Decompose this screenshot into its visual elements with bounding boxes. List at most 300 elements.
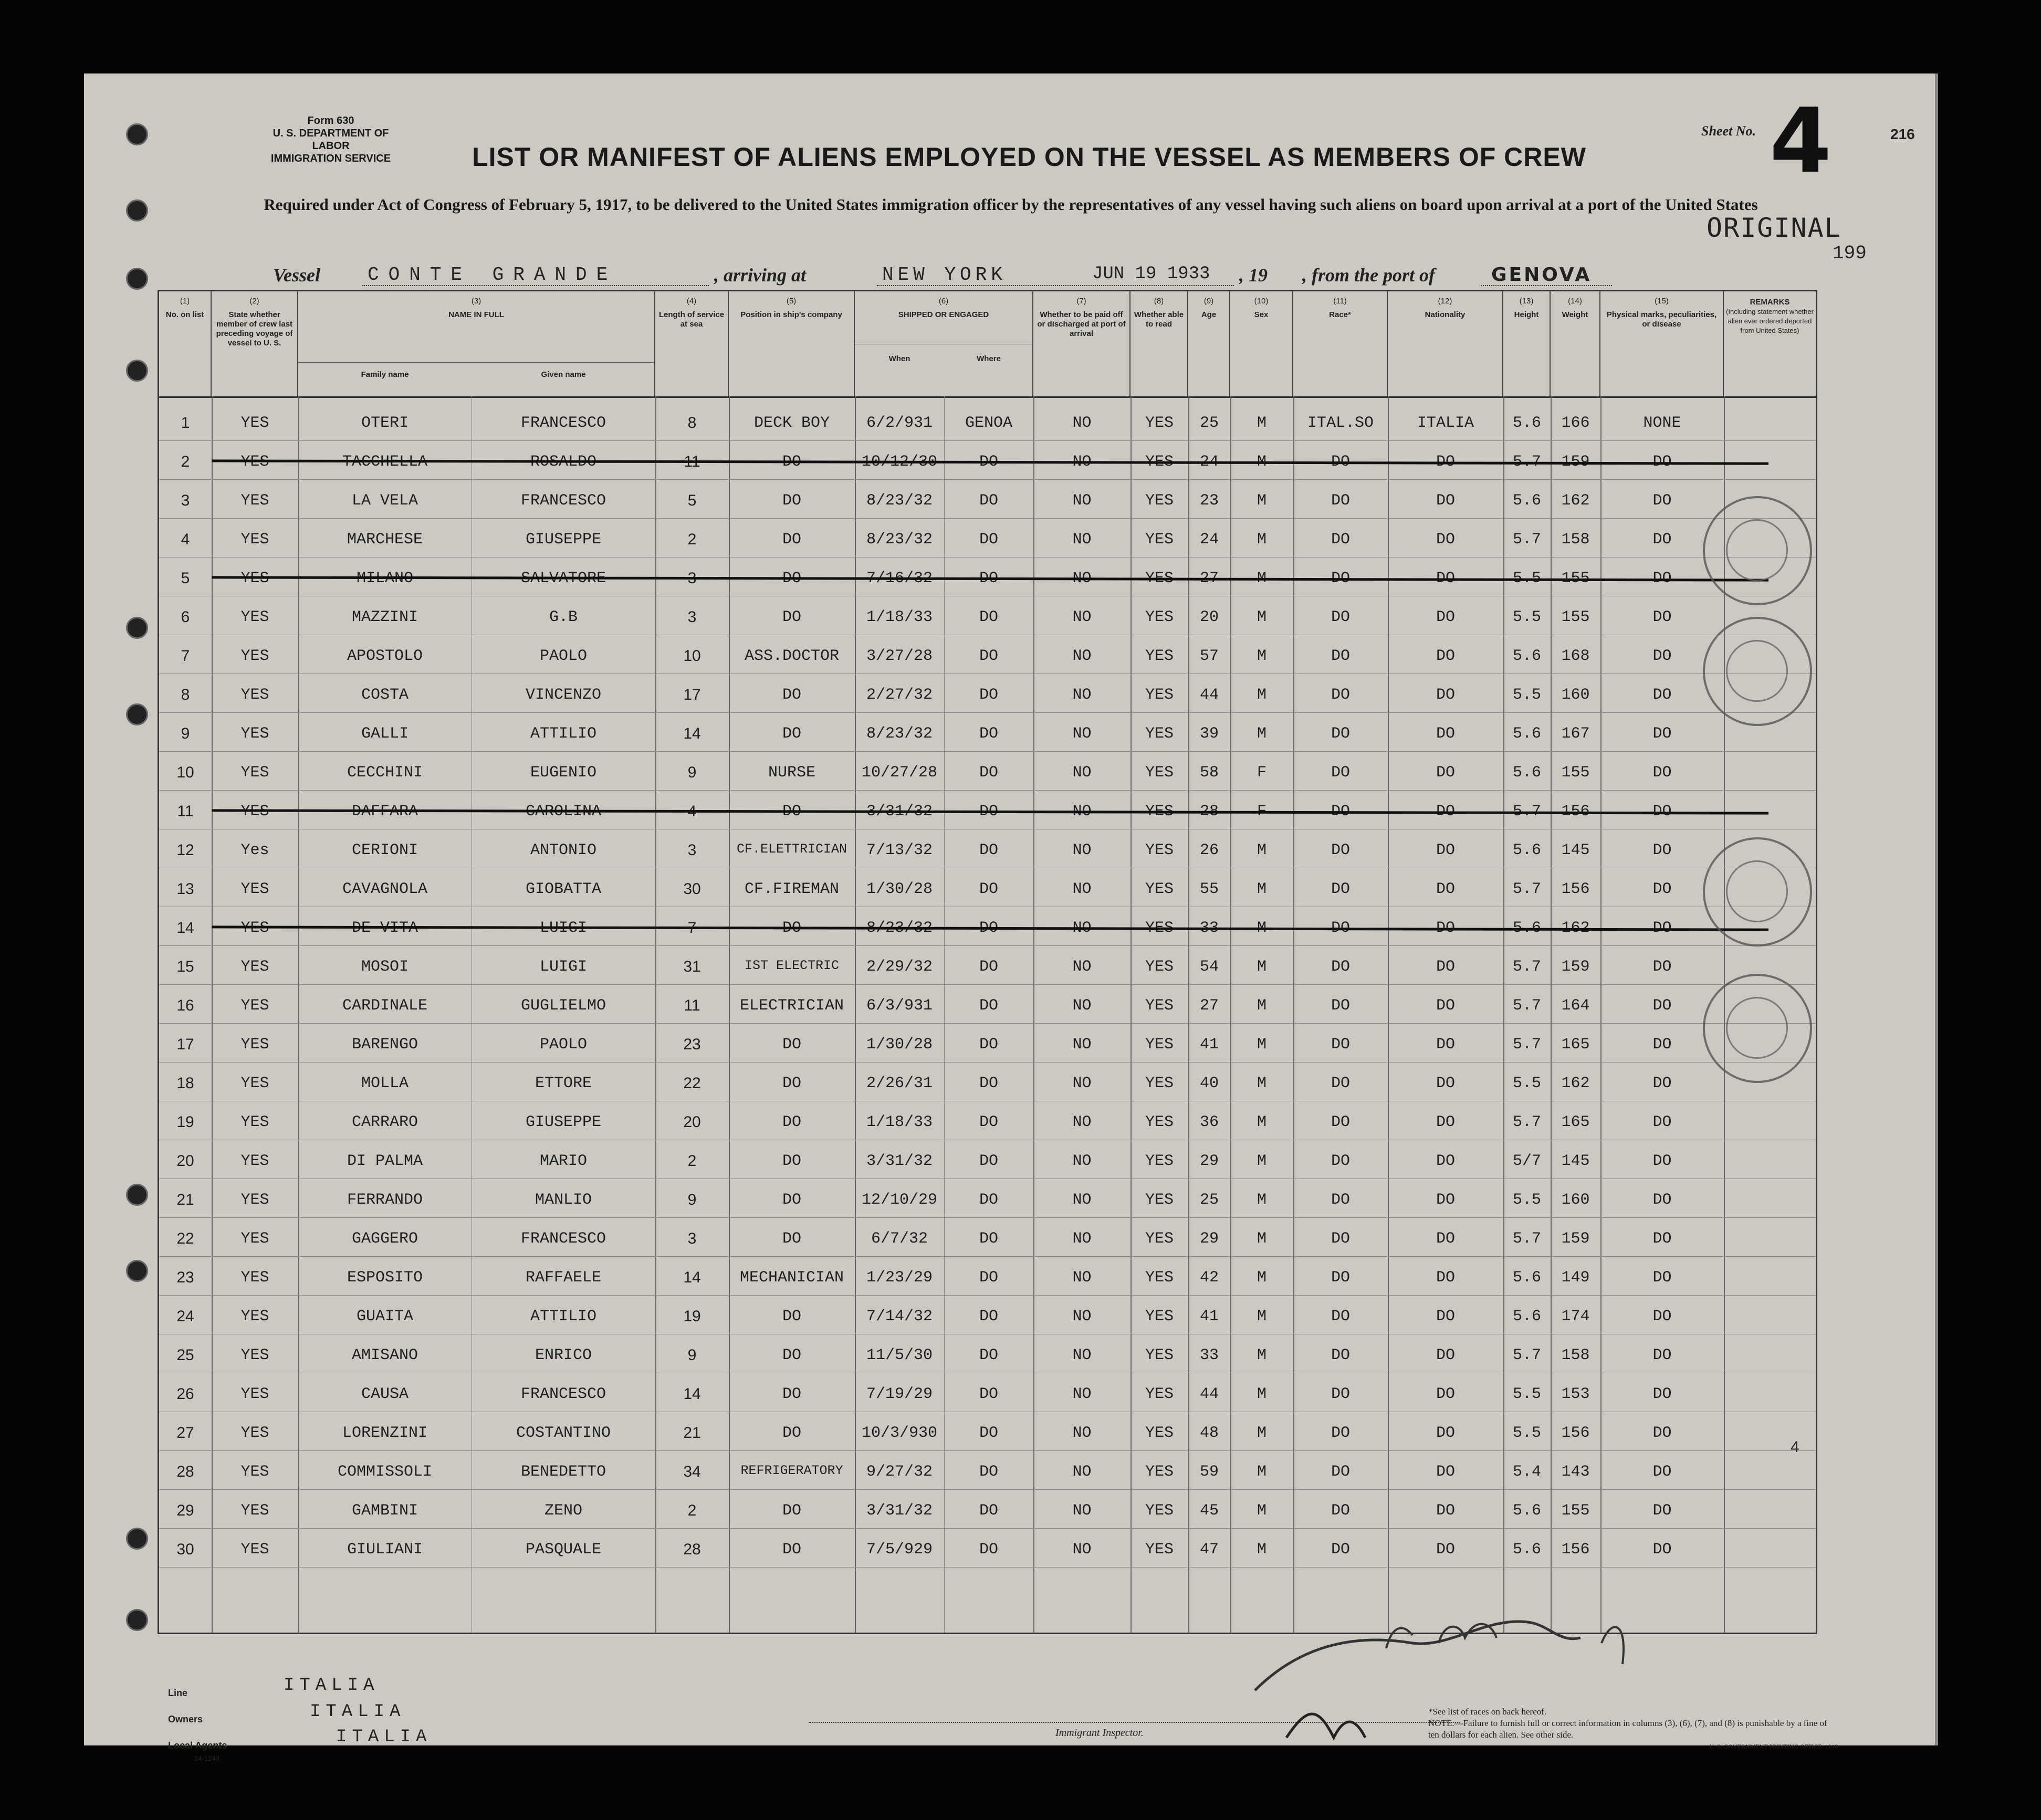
cell-sex: M	[1257, 686, 1267, 704]
cell-race: DO	[1331, 1502, 1350, 1520]
cell-race: DO	[1331, 1075, 1350, 1092]
arriving-port: NEW YORK	[882, 264, 1007, 286]
cell-age: 36	[1199, 1113, 1219, 1131]
cell-sex: M	[1257, 1036, 1267, 1054]
cell-prev: YES	[240, 414, 269, 432]
cell-given: PAOLO	[539, 647, 587, 665]
cell-nat: DO	[1436, 1463, 1455, 1481]
cell-no: 14	[176, 919, 194, 937]
cell-height: 5.7	[1512, 1346, 1541, 1364]
table-row	[159, 985, 1816, 1024]
cell-position: DO	[782, 1308, 801, 1325]
cell-nat: DO	[1436, 1113, 1455, 1131]
cell-height: 5.5	[1512, 1075, 1541, 1092]
cell-read: YES	[1145, 880, 1174, 898]
cell-age: 41	[1199, 1308, 1219, 1325]
cell-position: DO	[782, 492, 801, 510]
cell-read: YES	[1145, 686, 1174, 704]
cell-when: 3/31/32	[866, 803, 933, 820]
cell-given: MARIO	[539, 1152, 587, 1170]
punch-hole	[126, 1609, 148, 1631]
col-header-physical-marks: (15) Physical marks, peculiarities, or disease	[1600, 291, 1724, 396]
cell-paid: NO	[1072, 725, 1092, 743]
cell-height: 5.7	[1512, 1113, 1541, 1131]
cell-paid: NO	[1072, 608, 1092, 626]
cell-when: 7/14/32	[866, 1308, 933, 1325]
cell-where: DO	[979, 1230, 998, 1248]
cell-sex: M	[1257, 1152, 1267, 1170]
original-stamp: ORIGINAL	[1707, 213, 1841, 243]
cell-read: YES	[1145, 1269, 1174, 1287]
cell-no: 12	[176, 841, 194, 859]
line-value: ITALIA	[284, 1676, 380, 1696]
cell-position: DO	[782, 803, 801, 820]
cell-prev: YES	[240, 1308, 269, 1325]
cell-when: 10/27/28	[861, 764, 938, 782]
cell-age: 55	[1199, 880, 1219, 898]
cell-family: GUAITA	[356, 1308, 414, 1325]
cell-no: 28	[176, 1463, 194, 1480]
punch-hole	[126, 1260, 148, 1282]
cell-service: 19	[683, 1308, 701, 1325]
cell-where: DO	[979, 1036, 998, 1054]
cell-service: 14	[683, 1385, 701, 1403]
punch-hole	[126, 268, 148, 290]
cell-where: DO	[979, 570, 998, 587]
cell-marks: DO	[1652, 1541, 1672, 1559]
cell-read: YES	[1145, 841, 1174, 859]
cell-position: DECK BOY	[753, 414, 830, 432]
cell-service: 9	[687, 1191, 697, 1208]
agents-label: Local Agents	[168, 1740, 227, 1751]
cell-race: DO	[1331, 1541, 1350, 1559]
cell-sex: M	[1257, 453, 1267, 471]
cell-weight: 156	[1561, 803, 1590, 820]
col-header-weight: (14) Weight	[1551, 291, 1600, 396]
cell-when: 1/30/28	[866, 880, 933, 898]
cell-sex: M	[1257, 1385, 1267, 1403]
cell-paid: NO	[1072, 764, 1092, 782]
vessel-dotline	[362, 285, 709, 286]
cell-marks: NONE	[1643, 414, 1681, 432]
cell-weight: 155	[1561, 1502, 1590, 1520]
cell-height: 5.6	[1512, 1502, 1541, 1520]
cell-position: IST ELECTRIC	[744, 958, 840, 973]
cell-sex: M	[1257, 1269, 1267, 1287]
cell-weight: 159	[1561, 1230, 1590, 1248]
cell-read: YES	[1145, 725, 1174, 743]
cell-marks: DO	[1652, 764, 1672, 782]
cell-race: DO	[1331, 1385, 1350, 1403]
cell-race: DO	[1331, 1308, 1350, 1325]
cell-height: 5.7	[1512, 531, 1541, 549]
cell-height: 5.6	[1512, 919, 1541, 937]
cell-read: YES	[1145, 1152, 1174, 1170]
cell-nat: DO	[1436, 764, 1455, 782]
row-rule	[159, 518, 1816, 519]
cell-position: DO	[782, 1036, 801, 1054]
cell-marks: DO	[1652, 1463, 1672, 1481]
cell-no: 1	[181, 414, 190, 432]
cell-given: GIUSEPPE	[525, 1113, 602, 1131]
cell-nat: DO	[1436, 919, 1455, 937]
cell-nat: DO	[1436, 725, 1455, 743]
cell-race: DO	[1331, 492, 1350, 510]
cell-age: 24	[1199, 531, 1219, 549]
cell-race: DO	[1331, 686, 1350, 704]
col-header-read: (8) Whether able to read	[1131, 291, 1188, 396]
cell-weight: 167	[1561, 725, 1590, 743]
cell-where: DO	[979, 764, 998, 782]
cell-weight: 165	[1561, 1113, 1590, 1131]
cell-weight: 162	[1561, 919, 1590, 937]
cell-position: DO	[782, 608, 801, 626]
cell-where: DO	[979, 725, 998, 743]
cell-marks: DO	[1652, 1152, 1672, 1170]
cell-when: 3/27/28	[866, 647, 933, 665]
cell-race: DO	[1331, 997, 1350, 1015]
cell-read: YES	[1145, 1191, 1174, 1209]
cell-read: YES	[1145, 453, 1174, 471]
cell-when: 8/23/32	[866, 531, 933, 549]
cell-paid: NO	[1072, 1036, 1092, 1054]
cell-prev: YES	[240, 1346, 269, 1364]
cell-family: TACCHELLA	[342, 453, 428, 471]
cell-weight: 168	[1561, 647, 1590, 665]
row-rule	[159, 751, 1816, 752]
cell-paid: NO	[1072, 880, 1092, 898]
inspector-label: Immigrant Inspector.	[1055, 1727, 1144, 1739]
cell-weight: 160	[1561, 686, 1590, 704]
cell-height: 5.6	[1512, 492, 1541, 510]
punch-hole	[126, 1184, 148, 1206]
cell-position: DO	[782, 453, 801, 471]
table-row	[159, 869, 1816, 908]
punch-hole	[126, 199, 148, 222]
cell-nat: DO	[1436, 803, 1455, 820]
cell-when: 1/30/28	[866, 1036, 933, 1054]
cell-marks: DO	[1652, 1346, 1672, 1364]
cell-no: 29	[176, 1502, 194, 1519]
cell-when: 1/18/33	[866, 608, 933, 626]
cell-nat: ITALIA	[1417, 414, 1474, 432]
cell-when: 12/10/29	[861, 1191, 938, 1209]
cell-service: 8	[687, 414, 697, 432]
table-row	[159, 908, 1816, 946]
cell-given: RAFFAELE	[525, 1269, 602, 1287]
col-header-when: When	[888, 354, 910, 363]
cell-weight: 159	[1561, 453, 1590, 471]
form-code: 14-1240	[194, 1754, 219, 1762]
cell-age: 25	[1199, 1191, 1219, 1209]
printing-office: U. S. GOVERNMENT PRINTING OFFICE: 1918	[1709, 1743, 1838, 1750]
cell-service: 21	[683, 1424, 701, 1442]
cell-weight: 155	[1561, 570, 1590, 587]
cell-marks: DO	[1652, 1036, 1672, 1054]
cell-nat: DO	[1436, 686, 1455, 704]
table-row	[159, 403, 1816, 441]
cell-height: 5.6	[1512, 647, 1541, 665]
table-row	[159, 752, 1816, 791]
row-rule	[159, 1023, 1816, 1024]
cell-where: DO	[979, 492, 998, 510]
cell-nat: DO	[1436, 1230, 1455, 1248]
cell-read: YES	[1145, 1346, 1174, 1364]
cell-marks: DO	[1652, 608, 1672, 626]
cell-given: MANLIO	[535, 1191, 592, 1209]
cell-service: 34	[683, 1463, 701, 1480]
cell-prev: YES	[240, 1463, 269, 1481]
cell-read: YES	[1145, 608, 1174, 626]
cell-nat: DO	[1436, 997, 1455, 1015]
cell-race: DO	[1331, 647, 1350, 665]
cell-prev: YES	[240, 492, 269, 510]
cell-prev: YES	[240, 1230, 269, 1248]
cell-position: REFRIGERATORY	[740, 1463, 843, 1478]
cell-marks: DO	[1652, 803, 1672, 820]
cell-service: 31	[683, 958, 701, 975]
cell-no: 21	[176, 1191, 194, 1208]
cell-height: 5.6	[1512, 414, 1541, 432]
cell-given: GIUSEPPE	[525, 531, 602, 549]
cell-when: 9/27/32	[866, 1463, 933, 1481]
cell-race: DO	[1331, 1191, 1350, 1209]
cell-age: 59	[1199, 1463, 1219, 1481]
col-header-service-length: (4) Length of service at sea	[655, 291, 729, 396]
page-subtitle: Required under Act of Congress of February 5, 1917, to be delivered to the United States immigration officer by the representatives of any vessel having such aliens on board upon arrival at a port of the United States	[264, 195, 1758, 214]
cell-family: AMISANO	[351, 1346, 418, 1364]
cell-paid: NO	[1072, 1463, 1092, 1481]
cell-prev: YES	[240, 919, 269, 937]
cell-where: DO	[979, 1269, 998, 1287]
cell-weight: 165	[1561, 1036, 1590, 1054]
cell-position: DO	[782, 1502, 801, 1520]
cell-paid: NO	[1072, 1152, 1092, 1170]
cell-marks: DO	[1652, 1424, 1672, 1442]
row-rule	[159, 1295, 1816, 1296]
cell-family: COMMISSOLI	[337, 1463, 433, 1481]
cell-nat: DO	[1436, 570, 1455, 587]
cell-prev: YES	[240, 725, 269, 743]
cell-marks: DO	[1652, 492, 1672, 510]
consulate-stamp	[1703, 974, 1812, 1083]
col-header-shipped: (6) SHIPPED OR ENGAGED When Where	[855, 291, 1033, 396]
cell-sex: M	[1257, 997, 1267, 1015]
cell-no: 16	[176, 997, 194, 1014]
cell-prev: YES	[240, 880, 269, 898]
cell-weight: 162	[1561, 492, 1590, 510]
cell-family: CAUSA	[361, 1385, 409, 1403]
cell-when: 2/26/31	[866, 1075, 933, 1092]
cell-where: DO	[979, 531, 998, 549]
cell-no: 7	[181, 647, 190, 665]
col-header-family-name: Family name	[361, 370, 409, 379]
cell-family: CARRARO	[351, 1113, 418, 1131]
cell-race: DO	[1331, 1152, 1350, 1170]
cell-position: DO	[782, 1385, 801, 1403]
cell-prev: YES	[240, 453, 269, 471]
table-row	[159, 1063, 1816, 1102]
cell-given: GUGLIELMO	[520, 997, 606, 1015]
cell-race: DO	[1331, 1463, 1350, 1481]
cell-nat: DO	[1436, 1502, 1455, 1520]
cell-race: DO	[1331, 880, 1350, 898]
cell-prev: YES	[240, 1269, 269, 1287]
cell-no: 23	[176, 1269, 194, 1286]
cell-when: 6/7/32	[871, 1230, 928, 1248]
cell-service: 11	[684, 453, 700, 470]
table-row	[159, 946, 1816, 985]
cell-height: 5.5	[1512, 686, 1541, 704]
cell-race: DO	[1331, 608, 1350, 626]
cell-no: 25	[176, 1346, 194, 1364]
cell-race: ITAL.SO	[1307, 414, 1374, 432]
cell-when: 8/23/32	[866, 725, 933, 743]
cell-nat: DO	[1436, 531, 1455, 549]
cell-marks: DO	[1652, 880, 1672, 898]
cell-prev: YES	[240, 1036, 269, 1054]
header-rule	[159, 396, 1816, 398]
cell-read: YES	[1145, 414, 1174, 432]
cell-height: 5.6	[1512, 1269, 1541, 1287]
consulate-stamp	[1703, 496, 1812, 605]
margin-mark: 4	[1791, 1438, 1799, 1456]
cell-given: ZENO	[544, 1502, 582, 1520]
cell-paid: NO	[1072, 1191, 1092, 1209]
cell-family: ESPOSITO	[347, 1269, 423, 1287]
cell-marks: DO	[1652, 1385, 1672, 1403]
cell-no: 10	[176, 764, 194, 781]
cell-race: DO	[1331, 1036, 1350, 1054]
cell-where: GENOA	[965, 414, 1012, 432]
col-header-previous-voyage: (2) State whether member of crew last preceding voyage of vessel to U. S.	[212, 291, 298, 396]
row-rule	[159, 440, 1816, 441]
cell-race: DO	[1331, 1269, 1350, 1287]
cell-read: YES	[1145, 570, 1174, 587]
cell-position: DO	[782, 1424, 801, 1442]
cell-paid: NO	[1072, 997, 1092, 1015]
cell-age: 28	[1199, 803, 1219, 820]
cell-service: 17	[683, 686, 701, 703]
table-row	[159, 1296, 1816, 1335]
cell-nat: DO	[1436, 1308, 1455, 1325]
cell-age: 41	[1199, 1036, 1219, 1054]
cell-when: 7/16/32	[866, 570, 933, 587]
row-rule	[159, 1450, 1816, 1451]
cell-when: 3/31/32	[866, 1152, 933, 1170]
cell-nat: DO	[1436, 608, 1455, 626]
cell-race: DO	[1331, 531, 1350, 549]
cell-no: 5	[181, 570, 190, 587]
cell-paid: NO	[1072, 686, 1092, 704]
cell-weight: 145	[1561, 1152, 1590, 1170]
table-row	[159, 558, 1816, 597]
consulate-stamp	[1703, 617, 1812, 726]
table-row	[159, 713, 1816, 752]
arrival-date: JUN 19 1933	[1092, 264, 1210, 284]
cell-position: DO	[782, 531, 801, 549]
cell-read: YES	[1145, 1113, 1174, 1131]
port-dotline	[1481, 285, 1612, 286]
cell-read: YES	[1145, 1230, 1174, 1248]
cell-marks: DO	[1652, 1113, 1672, 1131]
cell-family: MOLLA	[361, 1075, 409, 1092]
cell-position: DO	[782, 1152, 801, 1170]
cell-family: APOSTOLO	[347, 647, 423, 665]
cell-where: DO	[979, 841, 998, 859]
cell-when: 7/19/29	[866, 1385, 933, 1403]
cell-height: 5.7	[1512, 453, 1541, 471]
cell-nat: DO	[1436, 1385, 1455, 1403]
cell-given: FRANCESCO	[520, 1230, 606, 1248]
cell-where: DO	[979, 1191, 998, 1209]
sheet-number: 4	[1770, 89, 1832, 193]
penalty-note: NOTE.—Failure to furnish full or correct information in columns (3), (6), (7), and (8) is punishable by a fine of ten dollars for each alien. See other side.	[1428, 1718, 1827, 1740]
col-header-where: Where	[977, 354, 1001, 363]
cell-where: DO	[979, 1541, 998, 1559]
cell-no: 30	[176, 1541, 194, 1558]
cell-nat: DO	[1436, 1424, 1455, 1442]
table-row	[159, 1024, 1816, 1063]
cell-where: DO	[979, 1385, 998, 1403]
cell-paid: NO	[1072, 1308, 1092, 1325]
cell-family: MAZZINI	[351, 608, 418, 626]
cell-service: 2	[687, 531, 697, 548]
cell-weight: 145	[1561, 841, 1590, 859]
cell-service: 20	[683, 1113, 701, 1131]
cell-where: DO	[979, 647, 998, 665]
col-header-age: (9) Age	[1188, 291, 1230, 396]
cell-age: 27	[1199, 997, 1219, 1015]
cell-family: COSTA	[361, 686, 409, 704]
cell-age: 24	[1199, 453, 1219, 471]
cell-no: 9	[181, 725, 190, 742]
cell-position: ELECTRICIAN	[739, 997, 844, 1015]
cell-where: DO	[979, 1075, 998, 1092]
cell-given: ANTONIO	[530, 841, 597, 859]
col-header-nationality: (12) Nationality	[1388, 291, 1503, 396]
cell-age: 44	[1199, 1385, 1219, 1403]
cell-given: ROSALDO	[530, 453, 597, 471]
cell-marks: DO	[1652, 919, 1672, 937]
cell-paid: NO	[1072, 647, 1092, 665]
cell-weight: 164	[1561, 997, 1590, 1015]
cell-prev: YES	[240, 570, 269, 587]
cell-no: 18	[176, 1075, 194, 1092]
cell-height: 5.5	[1512, 608, 1541, 626]
cell-prev: YES	[240, 608, 269, 626]
cell-when: 6/2/931	[866, 414, 933, 432]
cell-no: 19	[176, 1113, 194, 1131]
cell-weight: 160	[1561, 1191, 1590, 1209]
table-row	[159, 1141, 1816, 1180]
cell-no: 20	[176, 1152, 194, 1170]
cell-height: 5.6	[1512, 764, 1541, 782]
cell-weight: 155	[1561, 764, 1590, 782]
cell-prev: YES	[240, 1152, 269, 1170]
cell-age: 45	[1199, 1502, 1219, 1520]
cell-marks: DO	[1652, 686, 1672, 704]
cell-sex: M	[1257, 570, 1267, 587]
year-label: , 19	[1239, 265, 1268, 286]
cell-given: BENEDETTO	[520, 1463, 606, 1481]
cell-service: 30	[683, 880, 701, 898]
cell-when: 10/12/30	[861, 453, 938, 471]
cell-when: 8/23/32	[866, 919, 933, 937]
cell-age: 26	[1199, 841, 1219, 859]
cell-weight: 156	[1561, 1424, 1590, 1442]
cell-when: 1/18/33	[866, 1113, 933, 1131]
